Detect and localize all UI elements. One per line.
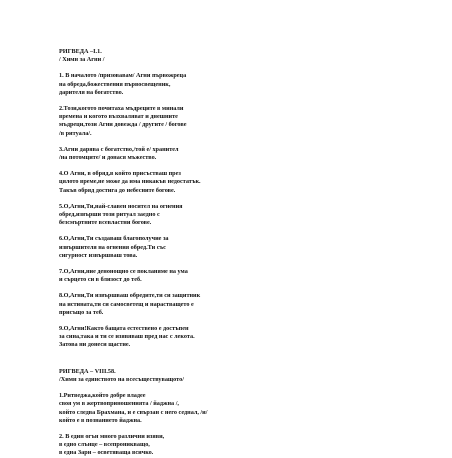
verse-line: безсмъртните всевластни богове.	[59, 219, 152, 227]
verse-line: цялото време,не може да има никакъв недостатък.	[59, 178, 201, 186]
verse-line: който следва Брахмана, и е свързан с него седнал, /и/	[59, 408, 208, 416]
verse-line: сигурност извършваш това.	[59, 251, 138, 259]
verse-line: Затова ни донеси щастие.	[59, 341, 131, 349]
verse-paragraph	[59, 325, 339, 350]
verse-line: присъщо за теб.	[59, 308, 104, 316]
document-body	[59, 48, 339, 458]
verse-line: /в ритуала/.	[59, 129, 92, 137]
verse-line: дарителя на богатство.	[59, 88, 124, 96]
verse-line: за сина,така и ти се изявяваш пред нас с лекота.	[59, 333, 195, 341]
verse-line: своя ум в жертвоприношенията / йаджна /,	[59, 400, 179, 408]
verse-line: 6.О,Агни,Ти създаваш благополучие за	[59, 235, 169, 243]
verse-line: на обреда,божествения първосвещеник,	[59, 80, 171, 88]
hymn-subtitle: / Химн за Агни /	[59, 56, 105, 64]
verse-line: обред,извърши този ритуал заедно с	[59, 211, 160, 219]
verse-paragraph	[59, 268, 339, 284]
hymn-section	[59, 48, 339, 350]
verse-line: 1.Ритведжа,който добре владее	[59, 392, 146, 400]
verse-line: времена и когото възхваляват и днешните	[59, 113, 178, 121]
verse-paragraph	[59, 146, 339, 162]
verse-line: на истината,ти си самосветещ и нарастващето е	[59, 300, 194, 308]
verse-line: 4.О Агни, в обряд,в който присъстваш през	[59, 170, 181, 178]
verse-line: 9.О,Агни!Както бащата естествено е достъпен	[59, 325, 189, 333]
verse-line: мъдреци,този Агни довежда / другите / богове	[59, 121, 187, 129]
verse-line: 2. В един огън много различни изяви,	[59, 432, 165, 440]
hymn-subtitle: /Химн за единството на всесъществуващото/	[59, 375, 184, 383]
verse-line: 1. В началото /призовавам/ Агни първожреца	[59, 72, 187, 80]
hymn-title: РИГВЕДА – VIII.58.	[59, 367, 116, 375]
hymn-section	[59, 368, 339, 458]
verse-line: 8.О,Агни,Ти извършваш обредите,ти си защитник	[59, 292, 201, 300]
verse-line: и сърцето си в близост до теб.	[59, 276, 142, 284]
verse-line: 2.Този,когото почитаха мъдреците в минали	[59, 105, 184, 113]
verse-line: който е в познанието йаджна.	[59, 416, 142, 424]
verse-line: в една Зари – осветяваща всичко.	[59, 449, 154, 457]
verse-paragraph	[59, 433, 339, 458]
verse-paragraph	[59, 235, 339, 260]
verse-line: 7.О,Агни,ние денонощно се покланяме на ума	[59, 268, 188, 276]
verse-line: 3.Агни дарява с богатство,/той е/ хранител	[59, 145, 179, 153]
verse-line: Такъв обряд достига до небесните богове.	[59, 186, 176, 194]
verse-paragraph	[59, 392, 339, 425]
verse-paragraph	[59, 203, 339, 228]
hymn-title: РИГВЕДА –I.1.	[59, 48, 102, 55]
verse-line: 5.О,Агни,Ти,най-славен носител на огнения	[59, 202, 183, 210]
verse-paragraph	[59, 292, 339, 317]
verse-line: /на потомците/ и донася мъжество.	[59, 154, 157, 162]
verse-line: в едно слънце – всепроникващо,	[59, 441, 150, 449]
verse-line: извършителя на огнения обред.Ти със	[59, 243, 166, 251]
verse-paragraph	[59, 72, 339, 97]
verse-paragraph	[59, 170, 339, 195]
verse-paragraph	[59, 105, 339, 138]
